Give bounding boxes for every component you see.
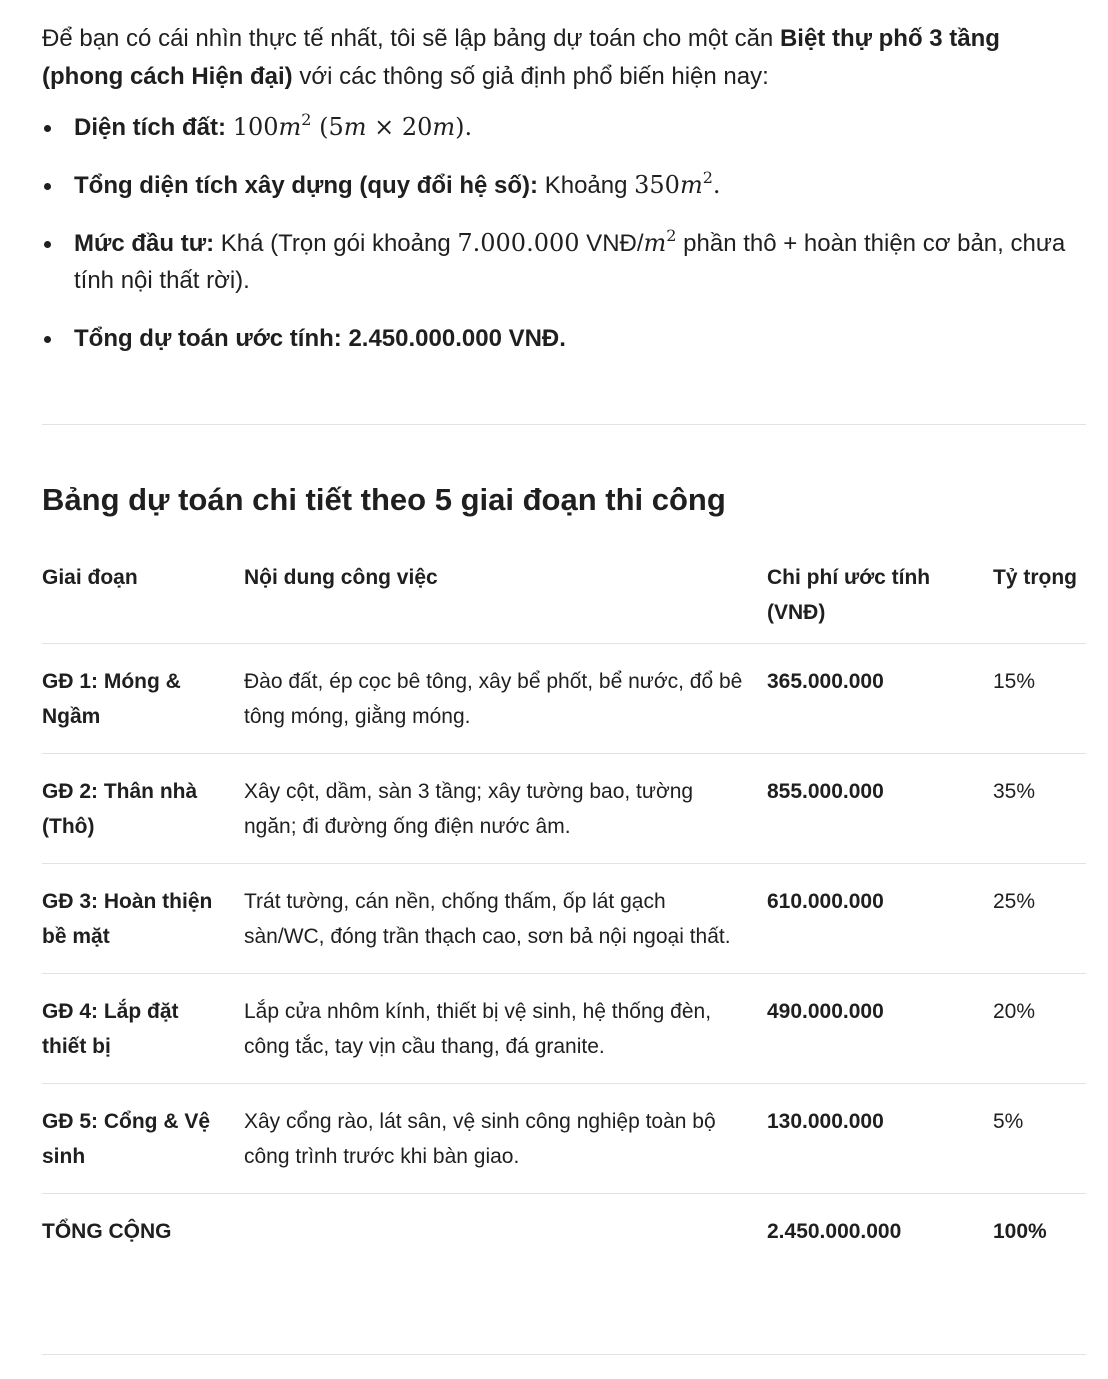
row-ratio: 20% <box>993 974 1086 1084</box>
row-content: Đào đất, ép cọc bê tông, xây bể phốt, bể nước, đổ bê tông móng, giằng móng. <box>244 644 767 754</box>
row-cost: 610.000.000 <box>767 864 993 974</box>
intro-bold: Biệt thự phố 3 tầng (phong cách Hiện đại) <box>42 25 1000 90</box>
spec-list <box>42 109 1086 357</box>
row-content: Trát tường, cán nền, chống thấm, ốp lát gạch sàn/WC, đóng trần thạch cao, sơn bả nội ngoại thất. <box>244 864 767 974</box>
total-cost: 2.450.000.000 <box>767 1220 902 1243</box>
budget-table <box>42 556 1086 1268</box>
investment-suffix: phần thô + hoàn thiện cơ bản, chưa tính nội thất rời). <box>74 230 1066 294</box>
row-cost: 855.000.000 <box>767 754 993 864</box>
intro-suffix: với các thông số giả định phổ biến hiện nay: <box>292 63 769 90</box>
intro-prefix: Để bạn có cái nhìn thực tế nhất, tôi sẽ lập bảng dự toán cho một căn <box>42 25 780 52</box>
row-cost: 490.000.000 <box>767 974 993 1084</box>
header-ratio: Tỷ trọng <box>993 556 1086 644</box>
header-content: Nội dung công việc <box>244 556 767 644</box>
floor-area-formula <box>634 168 721 199</box>
total-label: TỔNG CỘNG <box>42 1220 172 1243</box>
row-ratio: 15% <box>993 644 1086 754</box>
table-row <box>42 754 1086 864</box>
header-cost: Chi phí ước tính (VNĐ) <box>767 556 993 644</box>
spec-total-label: Tổng dự toán ước tính: 2.450.000.000 VNĐ. <box>74 325 566 352</box>
row-ratio: 25% <box>993 864 1086 974</box>
land-area-value: 100 <box>232 113 279 141</box>
spec-floor-area <box>42 167 1086 204</box>
land-area-unit: m <box>278 113 302 141</box>
row-ratio: 35% <box>993 754 1086 864</box>
row-stage: GĐ 3: Hoàn thiện bề mặt <box>42 864 244 974</box>
investment-prefix: Khá (Trọn gói khoảng <box>214 230 458 257</box>
spec-investment-label: Mức đầu tư: <box>74 230 215 257</box>
header-stage: Giai đoạn <box>42 556 244 644</box>
land-dims-m1: m <box>343 113 367 141</box>
land-dims-open: (5 <box>311 113 344 141</box>
total-content-empty <box>244 1194 767 1269</box>
floor-area-suffix: . <box>712 171 721 199</box>
table-row <box>42 644 1086 754</box>
table-total-row <box>42 1194 1086 1269</box>
floor-area-prefix: Khoảng <box>538 172 635 199</box>
document-content <box>42 0 1086 1243</box>
spec-investment <box>42 225 1086 299</box>
row-cost: 365.000.000 <box>767 644 993 754</box>
row-content: Lắp cửa nhôm kính, thiết bị vệ sinh, hệ thống đèn, công tắc, tay vịn cầu thang, đá granite. <box>244 974 767 1084</box>
floor-area-value: 350 <box>634 171 680 199</box>
land-area-exp: 2 <box>301 110 312 129</box>
row-cost: 130.000.000 <box>767 1084 993 1194</box>
land-dims-times: × 20 <box>366 113 433 141</box>
row-stage: GĐ 1: Móng & Ngầm <box>42 644 244 754</box>
table-row <box>42 864 1086 974</box>
investment-currency: VNĐ/ <box>579 230 644 257</box>
table-row <box>42 974 1086 1084</box>
row-content: Xây cột, dầm, sàn 3 tầng; xây tường bao, tường ngăn; đi đường ống điện nước âm. <box>244 754 767 864</box>
investment-exp: 2 <box>666 226 677 245</box>
spec-land-area <box>42 109 1086 146</box>
divider-top <box>42 424 1086 425</box>
section-title: Bảng dự toán chi tiết theo 5 giai đoạn thi công <box>42 482 726 517</box>
land-area-formula <box>232 110 473 141</box>
spec-land-area-label: Diện tích đất: <box>74 114 227 141</box>
row-ratio: 5% <box>993 1084 1086 1194</box>
row-stage: GĐ 2: Thân nhà (Thô) <box>42 754 244 864</box>
row-stage: GĐ 5: Cổng & Vệ sinh <box>42 1084 244 1194</box>
spec-floor-area-label: Tổng diện tích xây dựng (quy đổi hệ số): <box>74 172 539 199</box>
table-row <box>42 1084 1086 1194</box>
floor-area-exp: 2 <box>702 168 713 187</box>
investment-value: 7.000.000 <box>457 229 580 257</box>
land-dims-close: ). <box>455 113 473 141</box>
total-ratio: 100% <box>993 1220 1047 1243</box>
row-stage: GĐ 4: Lắp đặt thiết bị <box>42 974 244 1084</box>
row-content: Xây cổng rào, lát sân, vệ sinh công nghiệp toàn bộ công trình trước khi bàn giao. <box>244 1084 767 1194</box>
intro-paragraph <box>42 20 1086 96</box>
land-dims-m2: m <box>432 113 456 141</box>
investment-unit-formula <box>643 226 677 257</box>
floor-area-unit: m <box>679 171 703 199</box>
investment-unit: m <box>643 229 667 257</box>
spec-total <box>42 320 1086 357</box>
divider-bottom <box>42 1354 1086 1355</box>
table-header-row <box>42 556 1086 644</box>
